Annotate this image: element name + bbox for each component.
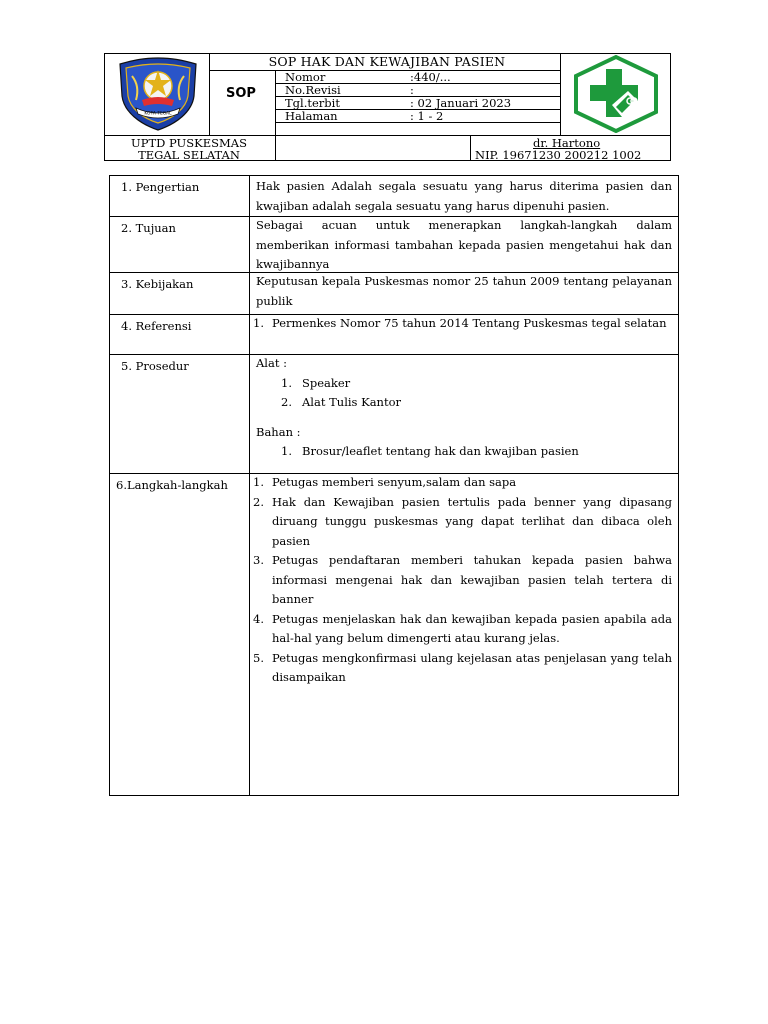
list-item: 2. Hak dan Kewajiban pasien tertulis pada benner yang dipasang diruang tunggu puskesmas yang dapat terlihat dan dibaca oleh pasien <box>253 494 672 548</box>
field-label-halaman: Halaman <box>285 109 338 123</box>
field-label-nomor: Nomor <box>285 70 326 84</box>
bahan-heading: Bahan : <box>256 424 301 439</box>
list-item: 5. Petugas mengkonfirmasi ulang kejelasan atas penjelasan yang telah disampaikan <box>253 650 672 684</box>
row-referensi <box>110 315 678 355</box>
label-referensi: 4. Referensi <box>121 319 192 333</box>
list-item: 1. Brosur/leaflet tentang hak dan kwajiban pasien <box>281 444 579 458</box>
list-item: 1. Petugas memberi senyum,salam dan sapa <box>253 475 517 489</box>
kota-tegal-logo <box>114 56 202 132</box>
content-table <box>109 175 679 796</box>
field-label-terbit: Tgl.terbit <box>285 96 340 110</box>
document-title: SOP HAK DAN KEWAJIBAN PASIEN <box>268 54 506 69</box>
org-name-line1: UPTD PUSKESMAS <box>131 136 247 150</box>
signer-nip: NIP. 19671230 200212 1002 <box>475 148 642 162</box>
field-value-revisi: : <box>410 83 414 97</box>
org-name-line2: TEGAL SELATAN <box>138 148 240 162</box>
label-prosedur: 5. Prosedur <box>121 359 189 373</box>
list-item: 2. Alat Tulis Kantor <box>281 395 402 409</box>
puskesmas-logo <box>572 55 660 133</box>
list-item: 1. Speaker <box>281 375 351 390</box>
alat-heading: Alat : <box>256 356 287 370</box>
label-tujuan: 2. Tujuan <box>121 221 176 235</box>
list-item: 3. Petugas pendaftaran memberi tahukan kepada pasien bahwa informasi mengenai hak dan kewajiban pasien telah tertera di banner <box>253 553 672 606</box>
field-label-revisi: No.Revisi <box>285 83 341 97</box>
list-item: 4. Petugas menjelaskan hak dan kewajiban kepada pasien apabila ada hal-hal yang belum dimengerti atau kurang jelas. <box>253 611 672 645</box>
field-value-terbit: : 02 Januari 2023 <box>410 96 512 110</box>
row-kebijakan <box>110 273 678 315</box>
text-tujuan: Sebagai acuan untuk menerapkan langkah-langkah dalam memberikan informasi tambahan kepada pasien mengetahui hak dan kwajibannya <box>256 218 672 271</box>
row-tujuan <box>110 217 678 273</box>
label-kebijakan: 3. Kebijakan <box>121 277 194 291</box>
text-kebijakan: Keputusan kepala Puskesmas nomor 25 tahun 2009 tentang pelayanan publik <box>256 274 672 308</box>
list-item: 1. Permenkes Nomor 75 tahun 2014 Tentang Puskesmas tegal selatan <box>253 316 667 330</box>
field-value-nomor: :440/... <box>410 70 451 84</box>
field-value-halaman: : 1 - 2 <box>410 109 444 123</box>
city-logo-text: KOTA TEGAL <box>144 111 172 117</box>
sop-label: SOP <box>226 86 256 101</box>
label-pengertian: 1. Pengertian <box>121 180 200 194</box>
row-langkah <box>110 474 678 795</box>
row-pengertian <box>110 176 678 217</box>
text-pengertian: Hak pasien Adalah segala sesuatu yang harus diterima pasien dan kwajiban adalah segala sesuatu yang harus dipenuhi pasien. <box>256 179 672 213</box>
row-prosedur <box>110 355 678 474</box>
signer-name: dr. Hartono <box>533 136 601 150</box>
label-langkah: 6.Langkah-langkah <box>116 478 228 492</box>
